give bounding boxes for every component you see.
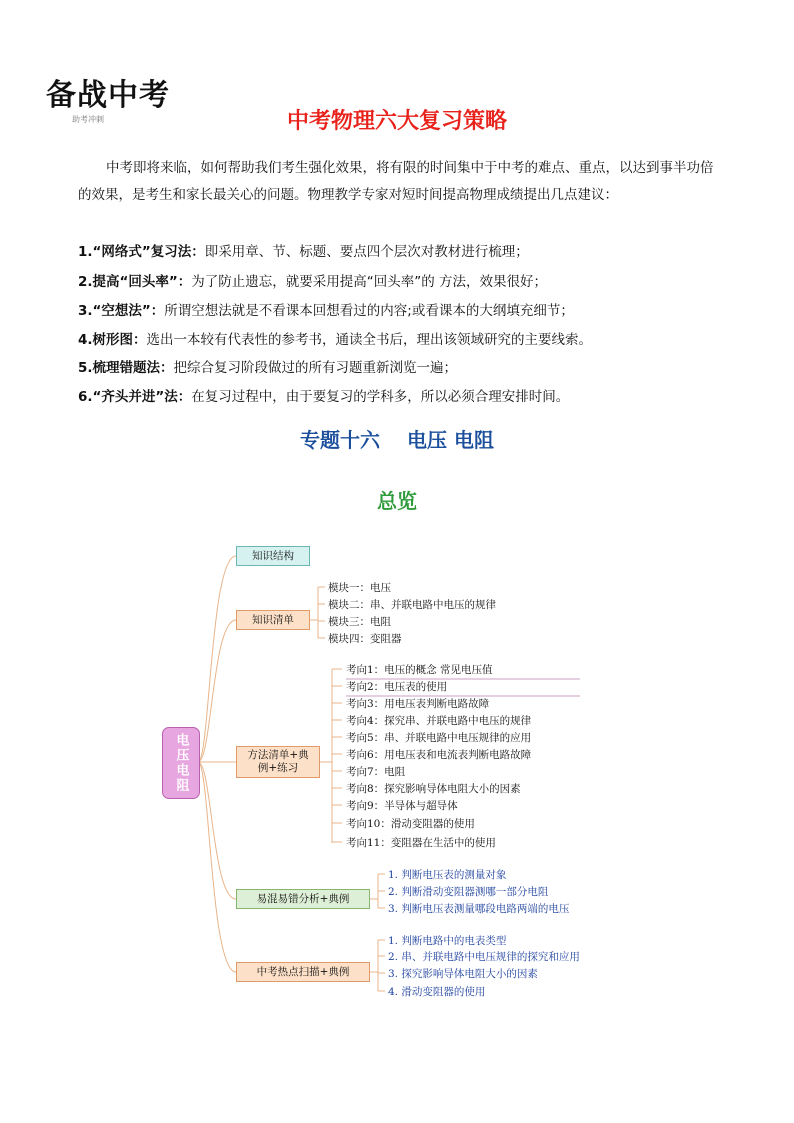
tip-head: 3.“空想法”：: [78, 303, 165, 319]
list-item: 模块二：串、并联电路中电压的规律: [328, 599, 496, 611]
tip-body: 在复习过程中，由于要复习的学科多，所以必须合理安排时间。: [191, 389, 570, 405]
method-item: 考向4：探究串、并联电路中电压的规律: [346, 715, 532, 727]
method-item: 考向6：用电压表和电流表判断电路故障: [346, 749, 532, 761]
hot-item: 1. 判断电路中的电表类型: [388, 935, 507, 947]
overview-title: 总览: [377, 489, 417, 513]
tip-head: 4.树形图：: [78, 332, 147, 348]
list-item: 模块四：变阻器: [328, 633, 402, 645]
branch-list: 知识清单: [236, 610, 310, 630]
hot-item: 3. 探究影响导体电阻大小的因素: [388, 968, 538, 980]
tip-body: 把综合复习阶段做过的所有习题重新浏览一遍；: [173, 360, 458, 376]
method-item: 考向9：半导体与超导体: [346, 800, 458, 812]
page-title: 中考物理六大复习策略: [286, 109, 507, 134]
tip-head: 1.“网络式”复习法：: [78, 244, 205, 260]
confuse-item: 1. 判断电压表的测量对象: [388, 869, 507, 881]
tip-body: 即采用章、节、标题、要点四个层次对教材进行梳理；: [204, 244, 529, 260]
tip-body: 所谓空想法就是不看课本回想看过的内容;或看课本的大纲填充细节；: [164, 303, 574, 319]
branch-confuse: 易混易错分析+典例: [236, 889, 370, 909]
method-item: 考向10：滑动变阻器的使用: [346, 818, 475, 830]
branch-structure: 知识结构: [236, 546, 310, 566]
tip-head: 6.“齐头并进”法：: [78, 389, 192, 405]
tip-body: 为了防止遗忘，就要采用提高“回头率”的 方法，效果很好；: [191, 274, 548, 290]
method-item: 考向11：变阻器在生活中的使用: [346, 837, 496, 849]
list-item: 模块一：电压: [328, 582, 391, 594]
branch-hot: 中考热点扫描+典例: [236, 962, 370, 982]
method-item: 考向7：电阻: [346, 766, 406, 778]
method-item: 考向5：串、并联电路中电压规律的应用: [346, 732, 532, 744]
tip-head: 5.梳理错题法：: [78, 360, 174, 376]
confuse-item: 2. 判断滑动变阻器测哪一部分电阻: [388, 886, 549, 898]
branch-method: 方法清单+典例+练习: [236, 746, 320, 778]
topic-title: 专题十六 电压 电阻: [300, 428, 494, 452]
tip-body: 选出一本较有代表性的参考书，通读全书后，理出该领域研究的主要线索。: [146, 332, 593, 348]
method-item: 考向8：探究影响导体电阻大小的因素: [346, 783, 521, 795]
hot-item: 2. 串、并联电路中电压规律的探究和应用: [388, 951, 580, 963]
method-item: 考向1：电压的概念 常见电压值: [346, 664, 493, 676]
logo-text: 备战中考: [46, 78, 170, 113]
hot-item: 4. 滑动变阻器的使用: [388, 986, 486, 998]
list-item: 模块三：电阻: [328, 616, 391, 628]
mindmap-root: 电压电阻: [162, 727, 200, 799]
tip-head: 2.提高“回头率”：: [78, 274, 192, 290]
method-item: 考向3：用电压表判断电路故障: [346, 698, 490, 710]
intro-paragraph: 中考即将来临，如何帮助我们考生强化效果，将有限的时间集中于中考的难点、重点，以达到事半功倍的效果，是考生和家长最关心的问题。物理教学专家对短时间提高物理成绩提出几点建议：: [78, 160, 714, 203]
confuse-item: 3. 判断电压表测量哪段电路两端的电压: [388, 903, 570, 915]
method-item: 考向2：电压表的使用: [346, 681, 448, 693]
logo-subtitle: 助考冲刺: [72, 115, 104, 124]
